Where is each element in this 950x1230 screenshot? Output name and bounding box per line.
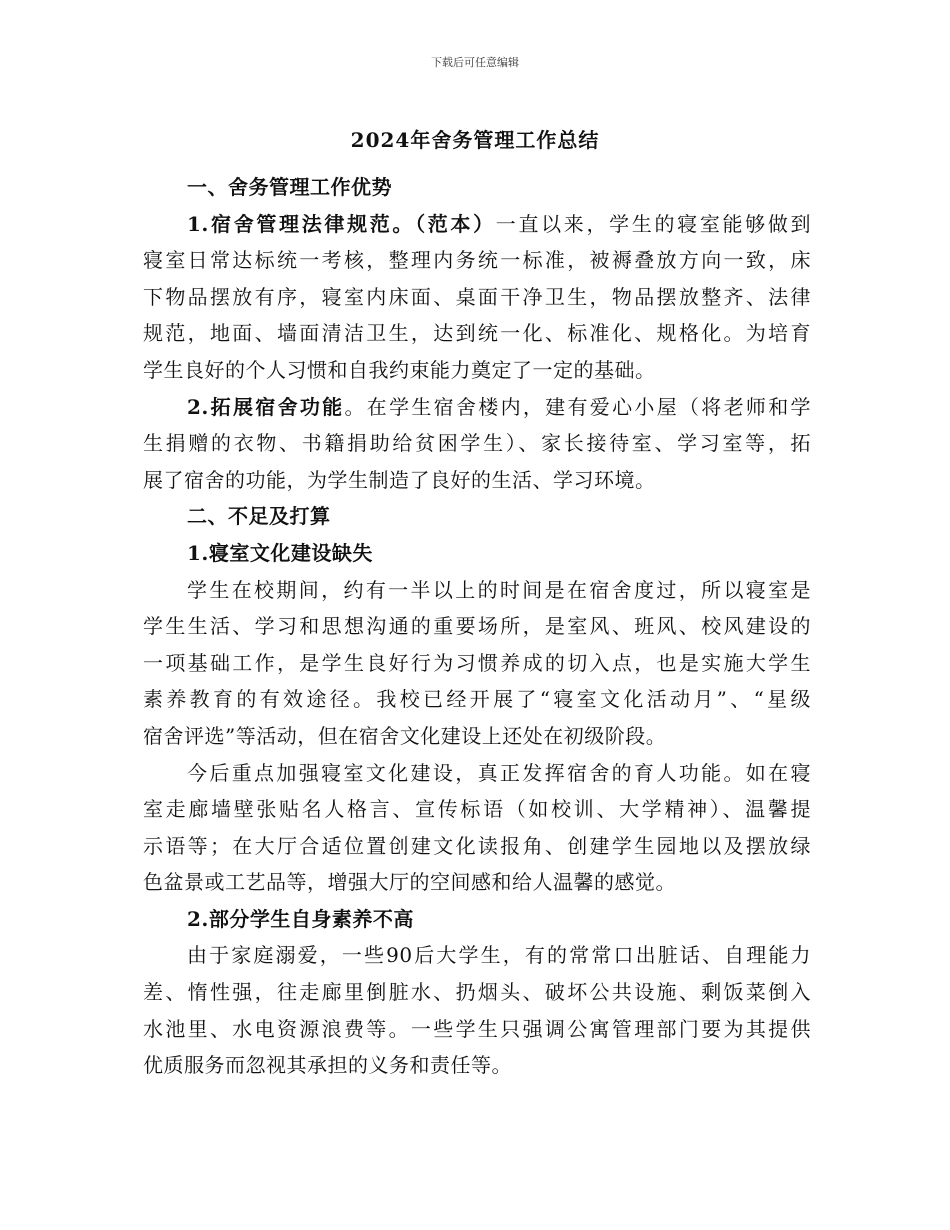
paragraph-line: 学生良好的个人习惯和自我约束能力奠定了一定的基础。 <box>143 357 656 382</box>
paragraph-line <box>143 389 811 426</box>
item-title: 2.部分学生自身素养不高 <box>187 906 414 931</box>
paragraph-line: 寝室日常达标统一考核，整理内务统一标准，被褥叠放方向一致，床 <box>143 248 811 273</box>
paragraph-line: 室走廊墙壁张贴名人格言、宣传标语（如校训、大学精神）、温馨提 <box>143 797 811 822</box>
paragraph-line: 学生生活、学习和思想沟通的重要场所，是室风、班风、校风建设的 <box>143 614 811 639</box>
section-heading: 一、舍务管理工作优势 <box>187 175 392 199</box>
item-title: 1.宿舍管理法律规范。（范本） <box>187 211 496 236</box>
document-title: 2024年舍务管理工作总结 <box>350 128 600 152</box>
paragraph-line: 下物品摆放有序，寝室内床面、桌面干净卫生，物品摆放整齐、法律 <box>143 284 811 309</box>
paragraph-line <box>143 206 811 243</box>
paragraph-text: 。在学生宿舍楼内，建有爱心小屋（将老师和学 <box>344 394 811 419</box>
paragraph-line: 学生在校期间，约有一半以上的时间是在宿舍度过，所以寝室是 <box>187 577 811 602</box>
paragraph-line: 示语等；在大厅合适位置创建文化读报角、创建学生园地以及摆放绿 <box>143 833 811 858</box>
paragraph-line: 色盆景或工艺品等，增强大厅的空间感和给人温馨的感觉。 <box>143 870 676 895</box>
paragraph-line: 水池里、水电资源浪费等。一些学生只强调公寓管理部门要为其提供 <box>143 1016 811 1041</box>
paragraph-line: 一项基础工作，是学生良好行为习惯养成的切入点，也是实施大学生 <box>143 650 811 675</box>
paragraph-line: 宿舍评选”等活动，但在宿舍文化建设上还处在初级阶段。 <box>143 723 667 748</box>
paragraph-line: 展了宿舍的功能，为学生制造了良好的生活、学习环境。 <box>143 467 656 492</box>
document-body <box>143 169 811 1084</box>
header-note: 下载后可任意编辑 <box>431 56 519 69</box>
section-heading: 二、不足及打算 <box>187 504 331 529</box>
paragraph-line: 差、惰性强，往走廊里倒脏水、扔烟头、破坏公共设施、剩饭菜倒入 <box>143 980 811 1005</box>
item-title: 1.寝室文化建设缺失 <box>187 540 373 565</box>
paragraph-line: 由于家庭溺爱，一些90后大学生，有的常常口出脏话、自理能力 <box>187 943 811 968</box>
paragraph-line: 今后重点加强寝室文化建设，真正发挥宿舍的育人功能。如在寝 <box>187 760 811 785</box>
paragraph-line: 规范，地面、墙面清洁卫生，达到统一化、标准化、规格化。为培育 <box>143 321 811 346</box>
paragraph-line: 生捐赠的衣物、书籍捐助给贫困学生）、家长接待室、学习室等，拓 <box>143 431 811 456</box>
paragraph-line: 素养教育的有效途径。我校已经开展了“寝室文化活动月”、“星级 <box>143 687 811 712</box>
paragraph-line: 优质服务而忽视其承担的义务和责任等。 <box>143 1053 512 1078</box>
item-title: 2.拓展宿舍功能 <box>187 394 345 419</box>
paragraph-text: 一直以来，学生的寝室能够做到 <box>495 211 812 236</box>
